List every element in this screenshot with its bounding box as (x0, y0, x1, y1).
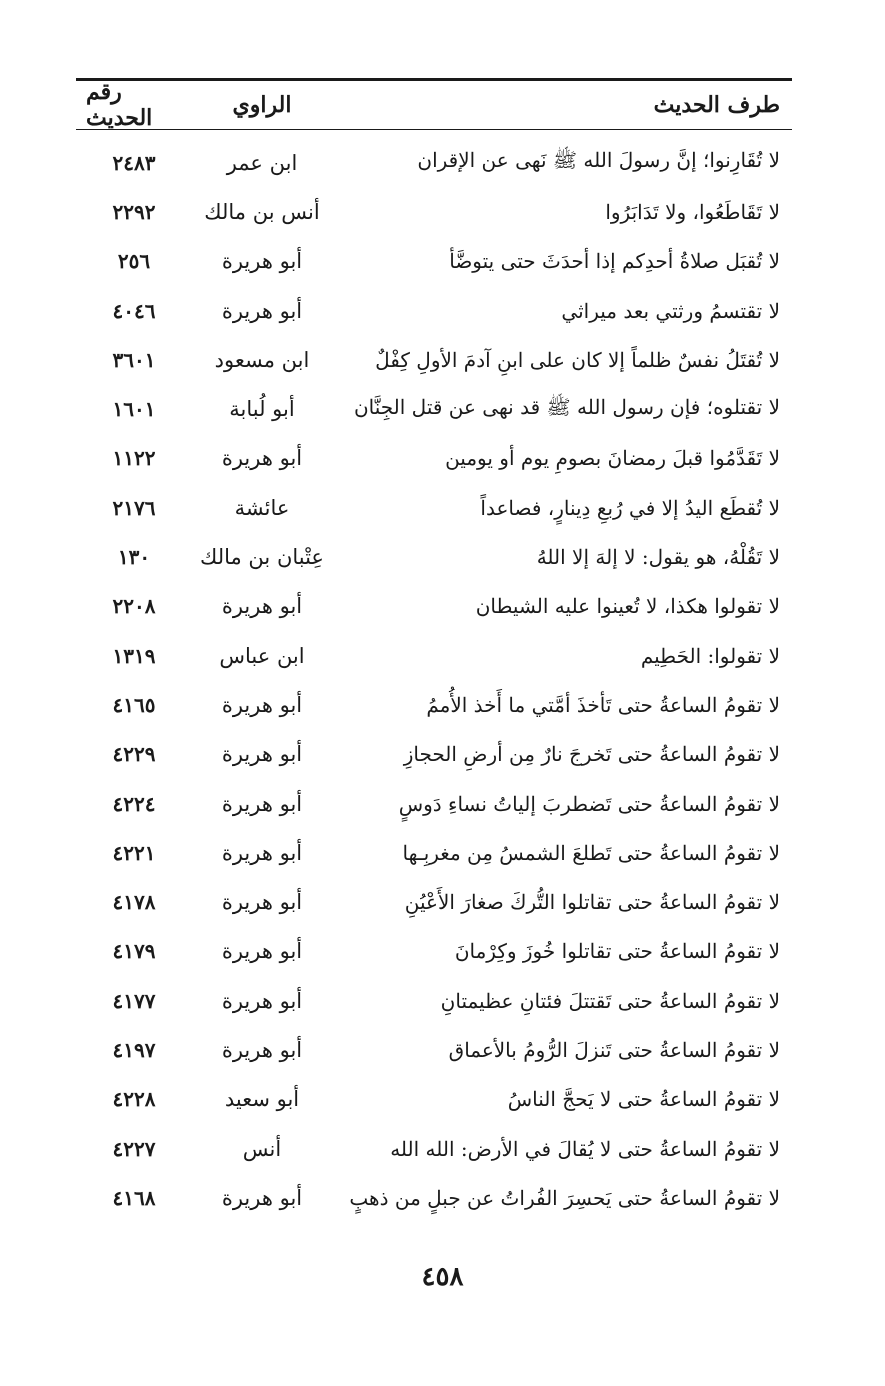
table-row (76, 680, 792, 729)
narrator: أبو هريرة (221, 791, 303, 816)
hadith-text: لا تقومُ الساعةُ حتى تقاتلوا التُّركَ صغارَ الأَعْيُنِ (404, 890, 780, 915)
hadith-index-page (76, 78, 792, 1223)
hadith-number: ٣٦٠١ (112, 347, 156, 372)
hadith-text: لا تُقَارِنوا؛ إنَّ رسولَ الله ﷺ نَهى عن الإقران (417, 148, 780, 173)
hadith-number: ٤١٧٧ (112, 988, 156, 1013)
hadith-text: لا تُقتَلُ نفسٌ ظلماً إلا كان على ابنِ آدمَ الأولِ كِفْلٌ (375, 347, 780, 372)
narrator: ابن عمر (226, 150, 298, 175)
hadith-number: ٤٢٢٧ (112, 1136, 156, 1161)
header-narrator: الراوي (232, 92, 292, 118)
table-row (76, 138, 792, 187)
narrator: أبو هريرة (221, 249, 303, 274)
table-row (76, 335, 792, 384)
narrator: أنس (242, 1136, 282, 1161)
hadith-number: ١١٢٢ (112, 446, 156, 471)
hadith-text: لا تَقَدَّمُوا قبلَ رمضانَ بصومِ يوم أو يومين (445, 446, 780, 471)
narrator: أبو هريرة (221, 742, 303, 767)
table-row (76, 1173, 792, 1222)
table-row (76, 434, 792, 483)
hadith-text: لا تقومُ الساعةُ حتى تَضطربَ إلياتُ نساءِ دَوسٍ (398, 791, 780, 816)
hadith-text: لا تقومُ الساعةُ حتى تَأخذَ أمَّتي ما أَخذ الأُممُ (426, 692, 780, 717)
narrator: ابن مسعود (214, 347, 310, 372)
hadith-number: ٤٠٤٦ (112, 298, 156, 323)
table-row (76, 877, 792, 926)
header-hadith-text: طرف الحديث (653, 92, 780, 118)
table-header (76, 81, 792, 130)
table-row (76, 582, 792, 631)
hadith-text: لا تقومُ الساعةُ حتى يَحسِرَ الفُراتُ عن جبلٍ من ذهبٍ (349, 1185, 780, 1210)
hadith-text: لا تقومُ الساعةُ حتى تَنزلَ الرُّومُ بالأعماق (448, 1037, 780, 1062)
hadith-number: ٢٢٩٢ (112, 199, 156, 224)
hadith-number: ٢٢٠٨ (112, 594, 156, 619)
hadith-text: لا تَقُلْهُ، هو يقول: لا إلهَ إلا اللهُ (536, 545, 780, 570)
table-row (76, 730, 792, 779)
narrator: أبو هريرة (221, 1037, 303, 1062)
table-row (76, 631, 792, 680)
narrator: عائشة (234, 495, 290, 520)
hadith-text: لا تقتلوه؛ فإن رسول الله ﷺ قد نهى عن قتل الجِنَّان (353, 394, 780, 419)
hadith-number: ٤١٧٩ (112, 939, 156, 964)
narrator: ابن عباس (219, 643, 305, 668)
hadith-number: ٤٢٢٩ (112, 742, 156, 767)
hadith-number: ١٣١٩ (112, 643, 156, 668)
hadith-number: ٤١٩٧ (112, 1037, 156, 1062)
hadith-text: لا تقومُ الساعةُ حتى لا يُقالَ في الأرض: الله الله (390, 1136, 780, 1161)
hadith-text: لا تقولوا هكذا، لا تُعينوا عليه الشيطان (475, 594, 780, 619)
table-row (76, 1124, 792, 1173)
table-row (76, 976, 792, 1025)
hadith-number: ٤٢٢٨ (112, 1087, 156, 1112)
table-row (76, 1075, 792, 1124)
hadith-text: لا تقومُ الساعةُ حتى تَقتتلَ فئتانِ عظيمتانِ (440, 988, 780, 1013)
hadith-number: ٤٢٢١ (112, 840, 156, 865)
narrator: أبو هريرة (221, 988, 303, 1013)
narrator: أبو هريرة (221, 692, 303, 717)
hadith-number: ٤١٦٥ (112, 692, 156, 717)
hadith-text: لا تقومُ الساعةُ حتى تقاتلوا خُوزَ وكِرْمانَ (454, 939, 780, 964)
hadith-text: لا تَقَاطَعُوا، ولا تَدَابَرُوا (605, 199, 780, 224)
narrator: عِتْبان بن مالك (200, 545, 324, 570)
narrator: أبو هريرة (221, 298, 303, 323)
table-row (76, 384, 792, 433)
table-row (76, 187, 792, 236)
hadith-text: لا تُقبَل صلاةُ أحدِكم إذا أحدَثَ حتى يتوضَّأ (449, 249, 780, 274)
hadith-text: لا تقولوا: الحَطِيم (640, 643, 780, 668)
table-row (76, 237, 792, 286)
table-row (76, 483, 792, 532)
narrator: أنس بن مالك (204, 199, 320, 224)
narrator: أبو هريرة (221, 594, 303, 619)
hadith-number: ٤٢٢٤ (112, 791, 156, 816)
hadith-number: ٢٥٦ (117, 249, 151, 274)
hadith-text: لا تقومُ الساعةُ حتى لا يَحجَّ الناسُ (507, 1087, 780, 1112)
hadith-text: لا تقومُ الساعةُ حتى تَطلعَ الشمسُ مِن مغربِـها (402, 840, 780, 865)
table-row (76, 828, 792, 877)
table-row (76, 286, 792, 335)
header-hadith-number: رقم الحديث (86, 79, 153, 131)
hadith-text: لا تقتسمُ ورثتي بعد ميراثي (561, 298, 780, 323)
narrator: أبو هريرة (221, 890, 303, 915)
hadith-number: ٢٤٨٣ (112, 150, 156, 175)
page-number: ٤٥٨ (421, 1262, 464, 1292)
hadith-number: ٤١٦٨ (112, 1185, 156, 1210)
narrator: أبو هريرة (221, 1185, 303, 1210)
table-row (76, 927, 792, 976)
hadith-text: لا تقومُ الساعةُ حتى تَخرجَ نارٌ مِن أرضِ الحجازِ (403, 742, 780, 767)
narrator: أبو هريرة (221, 939, 303, 964)
narrator: أبو هريرة (221, 840, 303, 865)
hadith-number: ٤١٧٨ (112, 890, 156, 915)
hadith-number: ١٦٠١ (112, 397, 156, 422)
table-body (76, 130, 792, 1223)
narrator: أبو هريرة (221, 446, 303, 471)
narrator: أبو لُبابة (229, 397, 295, 422)
hadith-text: لا تُقطَع اليدُ إلا في رُبعِ دِينارٍ، فصاعداً (480, 495, 780, 520)
hadith-number: ٢١٧٦ (112, 495, 156, 520)
table-row (76, 532, 792, 581)
table-row (76, 779, 792, 828)
hadith-number: ١٣٠ (117, 545, 151, 570)
narrator: أبو سعيد (224, 1087, 300, 1112)
table-row (76, 1025, 792, 1074)
